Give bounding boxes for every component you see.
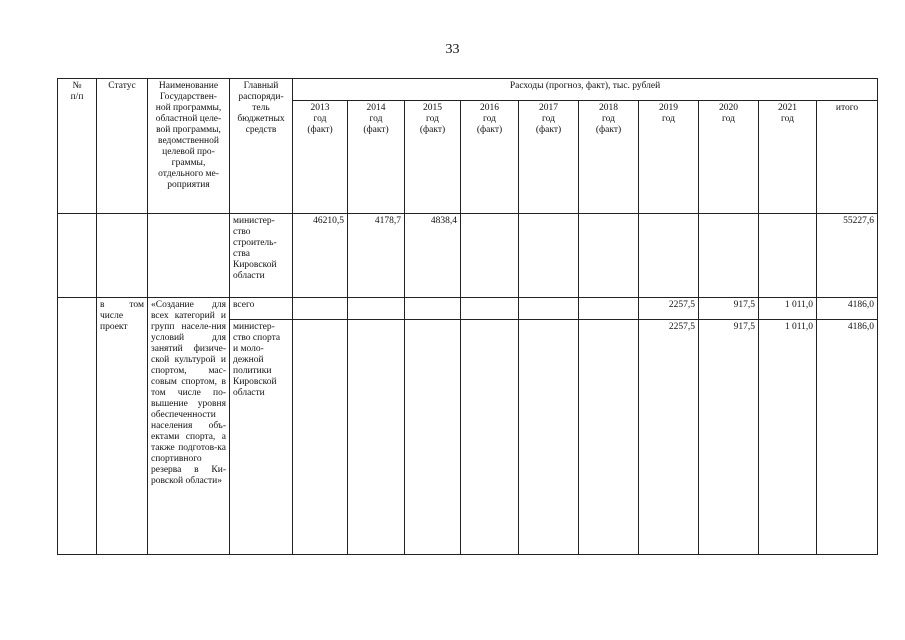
header-distributor: Главный распоряди- тель бюджетных средств: [230, 79, 293, 214]
cell-value-2017: [519, 320, 579, 555]
header-year-2016: 2016 год (факт): [461, 101, 519, 214]
header-year-2015: 2015 год (факт): [405, 101, 461, 214]
cell-status: [97, 214, 148, 298]
header-year-2018: 2018 год (факт): [579, 101, 639, 214]
cell-num: [58, 298, 97, 555]
header-total: итого: [817, 101, 878, 214]
header-expenses: Расходы (прогноз, факт), тыс. рублей: [293, 79, 878, 101]
header-year-2013: 2013 год (факт): [293, 101, 348, 214]
cell-value-2021: [759, 214, 817, 298]
header-program-name: Наименование Государствен- ной программы, областной целе- вой программы, ведомственной целевой про- граммы, отдельного ме- роприятия: [148, 79, 230, 214]
cell-value-2020: [699, 214, 759, 298]
cell-value-2013: 46210,5: [293, 214, 348, 298]
budget-expenses-table: [57, 78, 878, 555]
cell-value-2017: [519, 214, 579, 298]
cell-value-2015: [405, 320, 461, 555]
header-row: [58, 79, 878, 101]
cell-program-name: «Создание для всех категорий и групп населе-ния условий для занятий физиче-ской культурой и спортом, мас-совым спортом, в том числе по-вышение уровня обеспеченности населения объ-ектами спорта, а также подготов-ка спортивного резерва в Ки-ровской области»: [148, 298, 230, 555]
header-year-2019: 2019 год: [639, 101, 699, 214]
cell-value-2018: [579, 214, 639, 298]
cell-distributor: министер- ство спорта и моло- дежной политики Кировской области: [230, 320, 293, 555]
cell-value-2019: 2257,5: [639, 298, 699, 320]
cell-value-2013: [293, 320, 348, 555]
cell-value-2015: [405, 298, 461, 320]
cell-value-2018: [579, 320, 639, 555]
cell-value-2014: 4178,7: [348, 214, 405, 298]
cell-value-2013: [293, 298, 348, 320]
cell-value-2016: [461, 298, 519, 320]
header-year-2014: 2014 год (факт): [348, 101, 405, 214]
cell-value-2014: [348, 298, 405, 320]
cell-program-name: [148, 214, 230, 298]
cell-value-2018: [579, 298, 639, 320]
cell-value-2019: 2257,5: [639, 320, 699, 555]
cell-value-total: 55227,6: [817, 214, 878, 298]
table-row: [58, 298, 878, 320]
cell-value-2016: [461, 320, 519, 555]
cell-value-2017: [519, 298, 579, 320]
cell-value-total: 4186,0: [817, 320, 878, 555]
cell-num: [58, 214, 97, 298]
cell-value-2014: [348, 320, 405, 555]
page-number: 33: [445, 42, 460, 57]
header-num: № п/п: [58, 79, 97, 214]
cell-value-2016: [461, 214, 519, 298]
cell-value-total: 4186,0: [817, 298, 878, 320]
cell-value-2019: [639, 214, 699, 298]
header-year-2017: 2017 год (факт): [519, 101, 579, 214]
cell-value-2021: 1 011,0: [759, 298, 817, 320]
header-year-2020: 2020 год: [699, 101, 759, 214]
cell-value-2021: 1 011,0: [759, 320, 817, 555]
cell-distributor: всего: [230, 298, 293, 320]
cell-status: в том числе проект: [97, 298, 148, 555]
table-row: [58, 214, 878, 298]
header-status: Статус: [97, 79, 148, 214]
cell-value-2015: 4838,4: [405, 214, 461, 298]
cell-value-2020: 917,5: [699, 298, 759, 320]
cell-value-2020: 917,5: [699, 320, 759, 555]
header-year-2021: 2021 год: [759, 101, 817, 214]
cell-distributor: министер- ство строитель- ства Кировской области: [230, 214, 293, 298]
